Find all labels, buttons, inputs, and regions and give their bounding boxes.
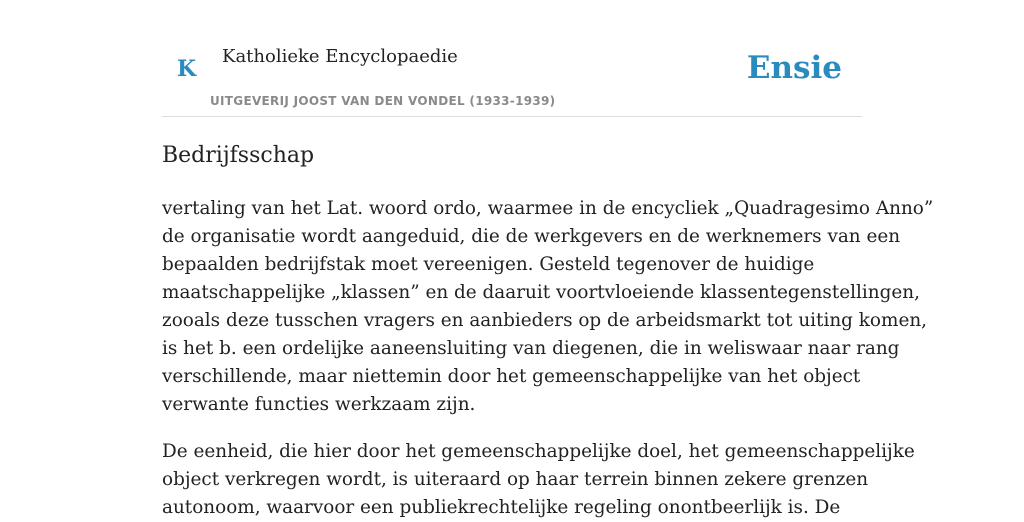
paragraph-line: verwante functies werkzaam zijn. [162, 394, 476, 415]
site-header [162, 0, 862, 117]
article-title: Bedrijfsschap [162, 143, 315, 168]
publisher-label: UITGEVERIJ JOOST VAN DEN VONDEL (1933-1939) [210, 94, 556, 108]
article-paragraph-2 [162, 438, 915, 522]
paragraph-line: autonoom, waarvoor een publiekrechtelijke regeling onontbeerlijk is. De [162, 497, 841, 518]
paragraph-line: zooals deze tusschen vragers en aanbieders op de arbeidsmarkt tot uiting komen, [162, 310, 928, 331]
encyclopedia-title-link[interactable]: Katholieke Encyclopaedie [222, 46, 458, 67]
paragraph-line: vertaling van het Lat. woord ordo, waarmee in de encycliek „Quadragesimo Anno” [162, 198, 934, 219]
encyclopedia-logo-icon[interactable]: K [177, 56, 197, 82]
paragraph-line: verschillende, maar niettemin door het gemeenschappelijke van het object [162, 366, 861, 387]
paragraph-line: is het b. een ordelijke aaneensluiting van diegenen, die in weliswaar naar rang [162, 338, 900, 359]
paragraph-line: de organisatie wordt aangeduid, die de werkgevers en de werknemers van een [162, 226, 901, 247]
page-container [162, 0, 934, 522]
paragraph-line: bepaalden bedrijfstak moet vereenigen. Gesteld tegenover de huidige [162, 254, 815, 275]
article-paragraph-1 [162, 195, 934, 419]
paragraph-line: De eenheid, die hier door het gemeenschappelijke doel, het gemeenschappelijke [162, 441, 915, 462]
paragraph-line: maatschappelijke „klassen” en de daaruit voortvloeiende klassentegenstellingen, [162, 282, 920, 303]
paragraph-line: object verkregen wordt, is uiteraard op haar terrein binnen zekere grenzen [162, 469, 869, 490]
ensie-brand-link[interactable]: Ensie [746, 50, 842, 86]
